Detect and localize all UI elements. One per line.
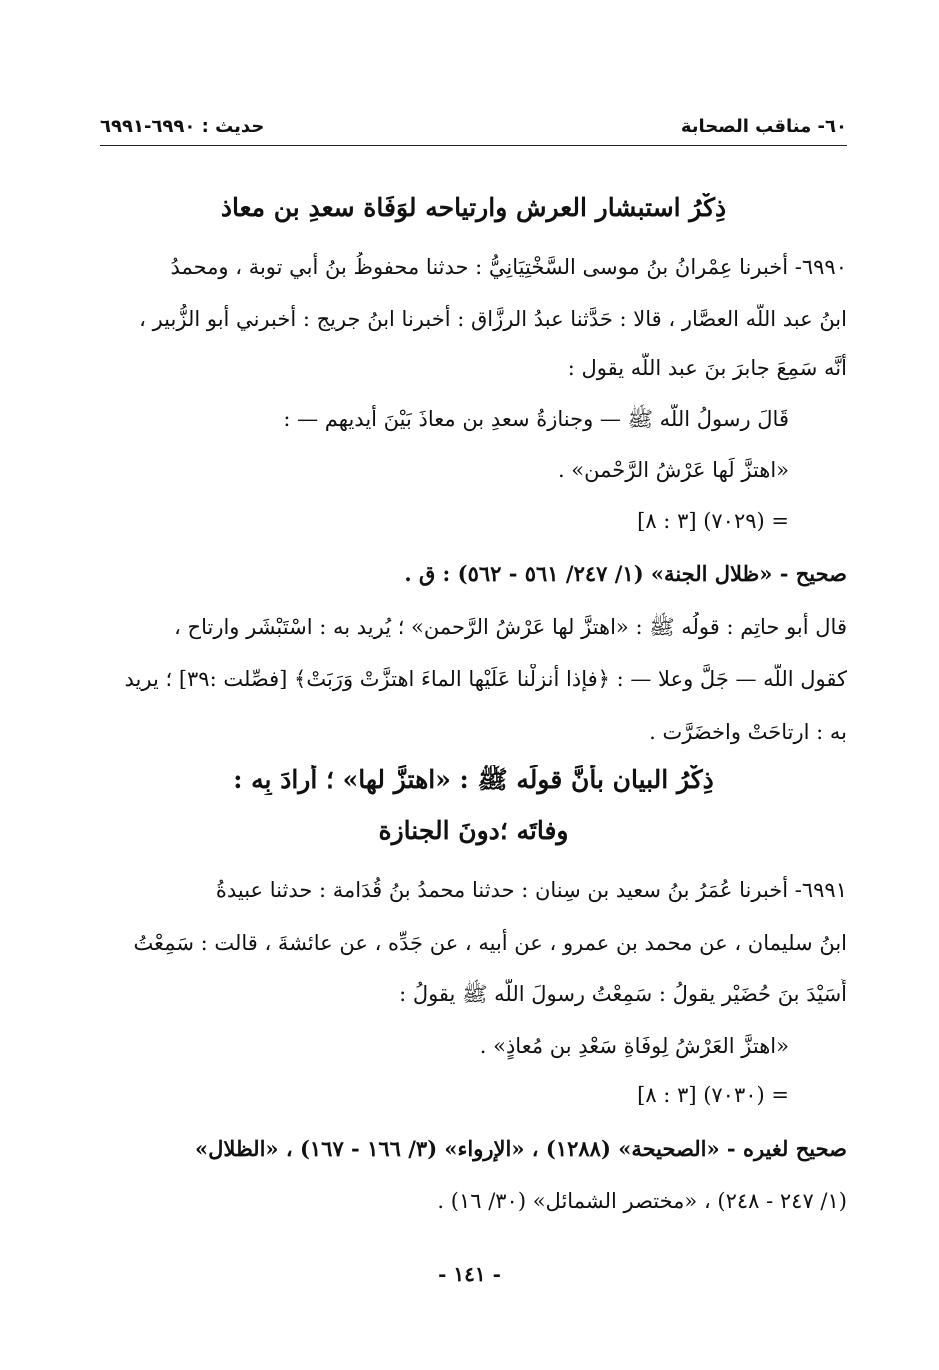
text-line: ٦٩٩١- أخبرنا عُمَرُ بنُ سعيد بن سِنان : حدثنا محمدُ بنُ قُدَامة : حدثنا عبيدةُ xyxy=(215,878,847,902)
text-line: ابنُ سليمان ، عن محمد بن عمرو ، عن أبيه ، عن جَدِّه ، عن عائشةَ ، قالت : سَمِعْتُ xyxy=(133,931,847,955)
chapter-heading-2: ذِكْرُ البيان بأنَّ قولَه ﷺ : «اهتزَّ لها» ؛ أرادَ بِه : xyxy=(233,765,714,794)
grading-line-cont: (١/ ٢٤٧ - ٢٤٨) ، «مختصر الشمائل» (٣٠/ ١٦) . xyxy=(437,1189,847,1213)
text-line: أُسَيْدَ بنَ حُضَيْر يقولُ : سَمِعْتُ رسولَ اللّه ﷺ يقولُ : xyxy=(399,982,847,1006)
page-number: - ١٤١ - xyxy=(438,1262,501,1286)
hadith-quote-line: «اهتزَّ لَها عَرْشُ الرَّحْمن» . xyxy=(557,458,789,482)
text-line: ٦٩٩٠- أخبرنا عِمْرانُ بنُ موسى السَّخْتِيَانِيُّ : حدثنا محفوظُ بنُ أبي توبة ، ومحمدُ xyxy=(170,255,847,279)
commentary-line: به : ارتاحَتْ واخضَرَّت . xyxy=(649,720,847,744)
hadith-quote-line: «اهتزَّ العَرْشُ لِوفَاةِ سَعْدِ بن مُعاذٍ» . xyxy=(479,1034,789,1058)
hadith-text-line: قَالَ رسولُ اللّه ﷺ — وجنازةُ سعدِ بن معاذَ بَيْنَ أيديهم — : xyxy=(283,407,789,431)
text-line: أنَّه سَمِعَ جابرَ بنَ عبد اللّه يقول : xyxy=(567,356,847,380)
commentary-line: قال أبو حاتِم : قولُه ﷺ : «اهتزَّ لها عَرْشُ الرَّحمن» ؛ يُريد به : اسْتَبْشَر وارتاح ، xyxy=(174,615,847,639)
commentary-line: كقول اللّه — جَلَّ وعلا — : ﴿فإذا أنزلْنا عَلَيْها الماءَ اهتزَّتْ وَرَبَتْ﴾ [فصِّلت :٣٩] ؛ يريد xyxy=(124,667,847,691)
grading-line: صحيح لغيره - «الصحيحة» (١٢٨٨) ، «الإرواء» (٣/ ١٦٦ - ١٦٧) ، «الظلال» xyxy=(195,1136,847,1161)
hadith-reference: = (٧٠٣٠) [٣ : ٨] xyxy=(637,1083,789,1107)
chapter-heading-1: ذِكْرُ استبشار العرش وارتياحه لوَفَاة سعدِ بن معاذ xyxy=(220,193,727,222)
header-chapter-title: ٦٠- مناقب الصحابة xyxy=(680,116,847,137)
text-line: ابنُ عبد اللّه العصَّار ، قالا : حَدَّثنا عبدُ الرزَّاق : أخبرنا ابنُ جريج : أخبرني أبو الزُّبير ، xyxy=(139,307,847,331)
grading-line: صحيح - «ظلال الجنة» (١/ ٢٤٧/ ٥٦١ - ٥٦٢) : ق . xyxy=(404,561,847,586)
header-hadith-range: حديث : ٦٩٩٠-٦٩٩١ xyxy=(100,116,265,137)
chapter-heading-2-cont: وفاتَه ؛دونَ الجنازة xyxy=(378,816,569,845)
running-header xyxy=(100,106,847,146)
hadith-reference: = (٧٠٢٩) [٣ : ٨] xyxy=(637,509,789,533)
